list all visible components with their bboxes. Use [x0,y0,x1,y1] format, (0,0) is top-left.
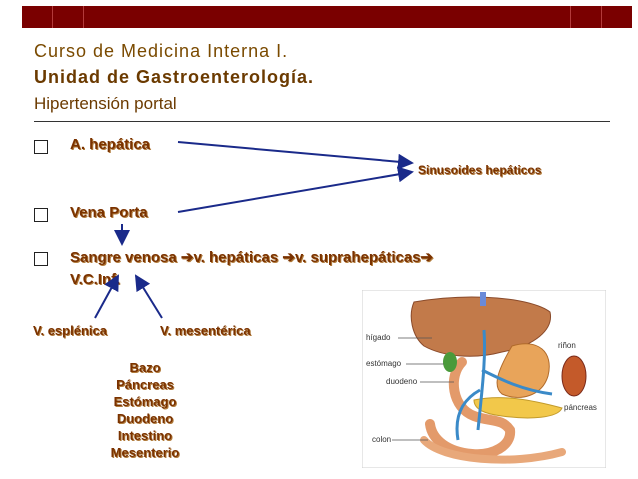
bullet-sangre-venosa: Sangre venosa ➔v. hepáticas ➔v. suprahepáticas➔ [70,249,434,266]
illustration-label: riñon [558,341,576,350]
illustration-label: duodeno [386,377,418,386]
kidney-shape [562,356,586,396]
vena-cava-shape [480,292,486,306]
arrow-hepatica-to-sinusoides [178,142,412,163]
organ-item: Mesenterio [110,445,180,460]
sinusoides-label: Sinusoides hepáticos [418,163,542,177]
v-mesenterica-label: V. mesentérica [160,323,251,338]
organ-item: Intestino [117,428,173,443]
organ-item: Bazo [129,360,161,375]
gallbladder-shape [443,352,457,372]
abdominal-anatomy-illustration [362,290,606,468]
bullet-a-hepatica: A. hepática [70,136,151,153]
organ-item: Páncreas [116,377,174,392]
bullet-vc-inf: V.C.Inf. [70,271,121,288]
arrow-esplenica [95,276,118,318]
illustration-label: estómago [366,359,402,368]
v-esplenica-label: V. esplénica [33,323,107,338]
organ-item: Duodeno [116,411,174,426]
title-line-2: Unidad de Gastroenterología. [34,67,315,87]
organ-item: Estómago [113,394,177,409]
illustration-label: colon [372,435,392,444]
subtitle: Hipertensión portal [34,94,177,113]
illustration-label: hígado [366,333,391,342]
illustration-label: páncreas [564,403,597,412]
arrow-porta-to-sinusoides [178,172,412,212]
title-line-1: Curso de Medicina Interna I. [34,41,289,61]
arrow-mesenterica [136,276,162,318]
bullet-vena-porta: Vena Porta [70,204,148,221]
